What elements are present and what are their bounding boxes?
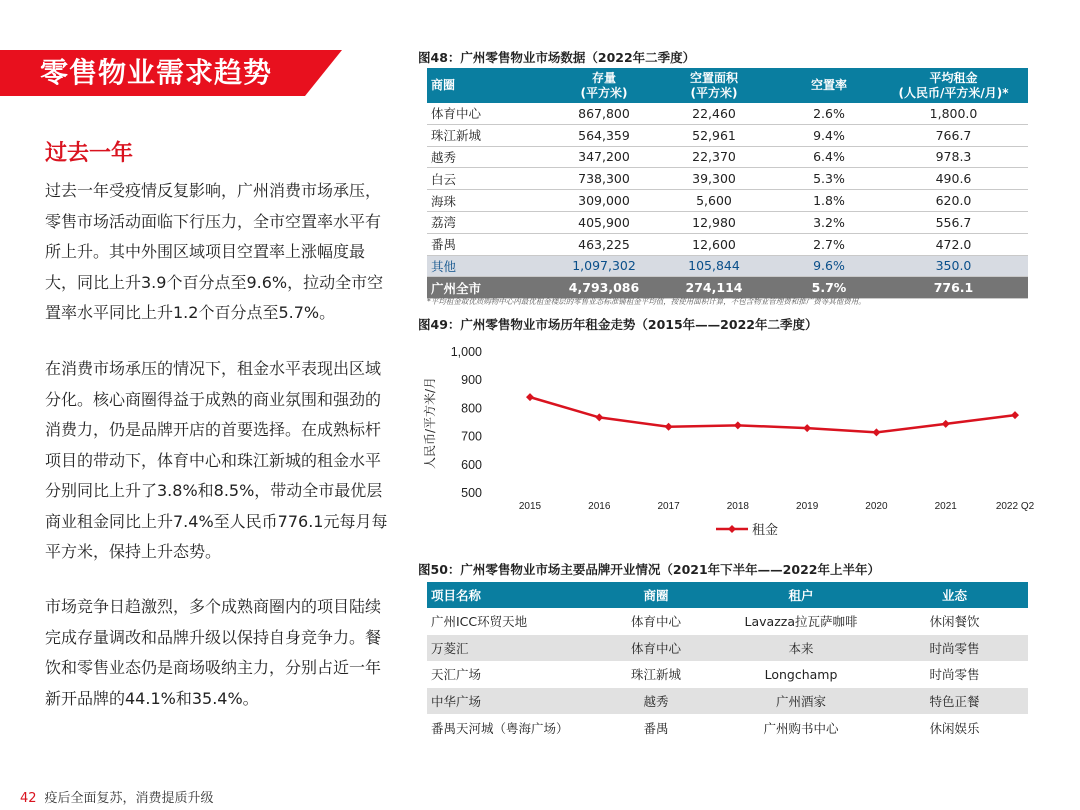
table-cell: 564,359 — [559, 124, 649, 146]
table-row — [427, 714, 1028, 741]
col-header-vacancy-rate: 空置率 — [779, 68, 879, 103]
table-cell: 越秀 — [427, 146, 559, 168]
y-tick-label: 700 — [461, 429, 482, 444]
table-cell: 中华广场 — [427, 688, 591, 715]
table-cell: 39,300 — [649, 168, 779, 190]
table-cell: 9.6% — [779, 255, 879, 277]
table-cell: 时尚零售 — [881, 635, 1028, 662]
table-cell: 荔湾 — [427, 211, 559, 233]
col-header-sector: 业态 — [881, 582, 1028, 608]
x-tick-label: 2021 — [934, 501, 957, 512]
table-cell: 体育中心 — [630, 614, 681, 630]
y-axis-label: 人民币/平方米/月 — [423, 376, 437, 470]
series-line-rent — [530, 397, 1015, 432]
table-cell: 越秀 — [591, 688, 721, 715]
table-cell: 时尚零售 — [929, 667, 980, 683]
table-cell: 1,097,302 — [559, 255, 649, 277]
table-cell: 776.1 — [879, 277, 1028, 299]
table-row — [427, 688, 1028, 715]
table-cell: 12,980 — [649, 211, 779, 233]
table-cell: 白云 — [427, 168, 559, 190]
y-tick-label: 1,000 — [450, 345, 482, 359]
footer-text: 疫后全面复苏，消费提质升级 — [44, 791, 214, 806]
y-tick-label: 500 — [461, 486, 482, 500]
table-cell: 12,600 — [649, 233, 779, 255]
table-cell: 978.3 — [879, 146, 1028, 168]
table-cell: 番禺 — [643, 720, 669, 736]
table-cell: 556.7 — [879, 211, 1028, 233]
table-row — [427, 661, 1028, 688]
table-row — [427, 146, 1028, 168]
table-cell: 广州全市 — [427, 277, 559, 299]
table-cell: 105,844 — [649, 255, 779, 277]
table-row — [427, 635, 1028, 662]
table-cell: 广州ICC环贸天地 — [431, 614, 528, 630]
table-cell: 广州酒家 — [721, 688, 881, 715]
table-cell: 1.8% — [779, 190, 879, 212]
col-header-avg-rent: 平均租金 (人民币/平方米/月)* — [879, 68, 1028, 103]
table-cell: 珠江新城 — [427, 124, 559, 146]
table-cell: 休闲餐饮 — [929, 614, 980, 630]
table-cell: 766.7 — [879, 124, 1028, 146]
y-tick-label: 800 — [461, 401, 482, 416]
fig50-title: 图50：广州零售物业市场主要品牌开业情况（2021年下半年——2022年上半年） — [418, 562, 880, 577]
data-point — [942, 420, 950, 428]
x-tick-label: 2022 Q2 — [995, 501, 1035, 512]
table-cell: 体育中心 — [591, 635, 721, 662]
section-banner — [0, 50, 345, 96]
table-cell: 867,800 — [559, 103, 649, 124]
table-cell: 天汇广场 — [431, 667, 482, 683]
table-cell: 490.6 — [879, 168, 1028, 190]
legend-label: 租金 — [752, 523, 779, 538]
table-cell: 620.0 — [879, 190, 1028, 212]
table-cell: 广州购书中心 — [763, 720, 839, 736]
page-footer — [20, 787, 214, 806]
table-cell: 52,961 — [649, 124, 779, 146]
table-cell: 休闲娱乐 — [929, 720, 980, 736]
x-tick-label: 2016 — [588, 501, 611, 512]
x-tick-label: 2017 — [657, 501, 680, 512]
table-cell: 9.4% — [779, 124, 879, 146]
table-cell: 274,114 — [649, 277, 779, 299]
fig48-title: 图48：广州零售物业市场数据（2022年二季度） — [418, 50, 696, 65]
table-cell: 5,600 — [649, 190, 779, 212]
table-cell: 本来 — [721, 635, 881, 662]
table-cell: 2.7% — [779, 233, 879, 255]
table-row — [427, 233, 1028, 255]
page-number: 42 — [20, 791, 37, 806]
col-header-vacant-area: 空置面积 (平方米) — [649, 68, 779, 103]
table-cell: 738,300 — [559, 168, 649, 190]
x-tick-label: 2015 — [518, 501, 542, 512]
table-cell: 5.3% — [779, 168, 879, 190]
legend-marker — [728, 525, 736, 533]
col-header-district: 商圈 — [427, 68, 559, 103]
table-cell: 5.7% — [779, 277, 879, 299]
table-cell: 其他 — [427, 255, 559, 277]
section-title: 过去一年 — [45, 141, 134, 166]
rent-trend-chart — [410, 340, 1040, 545]
y-tick-label: 900 — [461, 373, 482, 388]
paragraph-3: 市场竞争日趋激烈，多个成熟商圈内的项目陆续完成存量调改和品牌升级以保持自身竞争力。餐饮和零售业态仍是商场吸纳主力，分别占近一年新开品牌的44.1%和35.4%。 — [45, 597, 382, 708]
paragraph-1: 过去一年受疫情反复影响，广州消费市场承压，零售市场活动面临下行压力，全市空置率水平有所上升。其中外围区域项目空置率上涨幅度最大，同比上升3.9个百分点至9.6%，拉动全市空置率水平同比上升1.2个百分点至5.7%。 — [45, 181, 384, 322]
table-cell: 海珠 — [427, 190, 559, 212]
brand-openings-table — [427, 582, 1028, 741]
table-cell: 22,460 — [649, 103, 779, 124]
data-point — [1011, 411, 1019, 419]
table-cell: 番禺 — [427, 233, 559, 255]
x-tick-label: 2018 — [726, 501, 749, 512]
table-cell: 珠江新城 — [630, 667, 681, 683]
table-cell: 万菱汇 — [427, 635, 591, 662]
table-cell: 1,800.0 — [879, 103, 1028, 124]
table-cell: 463,225 — [559, 233, 649, 255]
data-point — [734, 421, 742, 429]
fig48-note: *平均租金取优质购物中心内最优租金楼层的零售业态标准铺租金平均值，按使用面积计算，不包含物业管理费和推广费等其他费用。 — [427, 297, 866, 306]
x-tick-label: 2020 — [865, 501, 888, 512]
table-row — [427, 124, 1028, 146]
table-cell: 405,900 — [559, 211, 649, 233]
table-cell: 3.2% — [779, 211, 879, 233]
table-cell: Lavazza拉瓦萨咖啡 — [744, 614, 858, 630]
fig49-title: 图49：广州零售物业市场历年租金走势（2015年——2022年二季度） — [418, 317, 818, 332]
table-cell: 4,793,086 — [559, 277, 649, 299]
table-cell: 347,200 — [559, 146, 649, 168]
table-cell: Longchamp — [764, 666, 838, 682]
data-point — [526, 393, 534, 401]
data-point — [595, 413, 603, 421]
x-tick-label: 2019 — [796, 501, 819, 512]
y-tick-label: 600 — [461, 457, 482, 472]
table-row — [427, 190, 1028, 212]
table-row — [427, 211, 1028, 233]
table-cell: 体育中心 — [427, 103, 559, 124]
table-row — [427, 608, 1028, 635]
table-cell: 2.6% — [779, 103, 879, 124]
table-cell: 特色正餐 — [881, 688, 1028, 715]
table-row — [427, 255, 1028, 277]
data-point — [803, 424, 811, 432]
table-cell: 6.4% — [779, 146, 879, 168]
col-header-stock: 存量 (平方米) — [559, 68, 649, 103]
table-cell: 309,000 — [559, 190, 649, 212]
table-cell: 番禺天河城（粤海广场） — [431, 720, 569, 736]
table-cell: 22,370 — [649, 146, 779, 168]
table-cell: 472.0 — [879, 233, 1028, 255]
table-row — [427, 168, 1028, 190]
col-header-district: 商圈 — [591, 582, 721, 608]
data-point — [872, 428, 880, 436]
col-header-project: 项目名称 — [427, 582, 591, 608]
col-header-tenant: 租户 — [721, 582, 881, 608]
table-cell: 350.0 — [879, 255, 1028, 277]
paragraph-2: 在消费市场承压的情况下，租金水平表现出区域分化。核心商圈得益于成熟的商业氛围和强劲的消费力，仍是品牌开店的首要选择。在成熟标杆项目的带动下，体育中心和珠江新城的租金水平分别同比上升了3.8%和8.5%，带动全市最优层商业租金同比上升7.4%至人民币776.1元每月每平方米，保持上升态势。 — [45, 359, 388, 561]
data-point — [665, 423, 673, 431]
table-row — [427, 103, 1028, 124]
market-data-table — [427, 68, 1028, 299]
banner-title: 零售物业需求趋势 — [40, 56, 273, 89]
